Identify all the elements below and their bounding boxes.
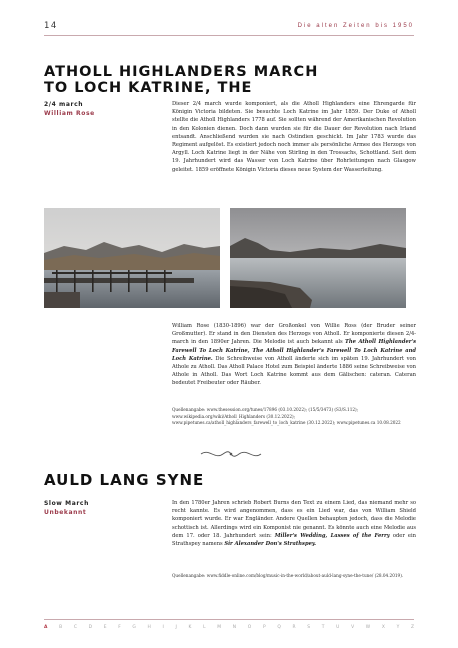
tune-title-atholl	[44, 64, 414, 96]
alphabet-letter-j[interactable]: J	[175, 625, 177, 630]
alphabet-letter-y[interactable]: Y	[396, 625, 400, 630]
alphabet-letter-r[interactable]: R	[292, 625, 296, 630]
tune-title-auld-lang-syne: AULD LANG SYNE	[44, 471, 205, 489]
loch-katrine-shore-photo	[230, 208, 406, 308]
tune-type: Slow March	[44, 500, 89, 507]
alphabet-letter-b[interactable]: B	[59, 625, 63, 630]
tune-meta-atholl	[44, 100, 164, 118]
atholl-sources: Quellenangabe: www.thesession.org/tunes/17896 (03.10.2022); (15/5/3473) (S3/S.112); www.wikipedia.org/wiki/Atholl_Highlanders (30.12.2022); www.pipetunes.ca/atholl_highlanders_farewell_to_loch_katrine (30.12.2022); www.pipetunes.ca 10.08.2022	[172, 407, 401, 426]
page-header	[44, 20, 414, 32]
auld-lang-syne-sources: Quellenangabe: www.fiddle-online.com/blog/music-in-the-world/about-auld-lang-syne-the-tune/ (28.04.2019).	[172, 573, 404, 578]
tune-composer: William Rose	[44, 110, 95, 117]
related-tune-names: Miller's Wedding, Lasses of the Ferry	[274, 532, 390, 539]
alphabet-letter-p[interactable]: P	[262, 625, 266, 630]
paragraph-text: William Rose (1830-1896) war der Großonkel von Willie Ross (der Bruder seiner Großmutter). Er stand in den Diensten des Herzogs von Atholl. Er komponierte diesen 2/4-march in den 1890er Jahren. Die Melodie ist auch bekannt als	[172, 323, 416, 346]
paragraph-text: oder ein Strathspey namens	[172, 532, 416, 548]
alphabet-letter-u[interactable]: U	[336, 625, 340, 630]
title-line-1: ATHOLL HIGHLANDERS MARCH	[44, 64, 319, 80]
alphabet-letter-n[interactable]: N	[232, 625, 237, 630]
header-rule	[44, 35, 414, 36]
alphabet-letter-l[interactable]: L	[203, 625, 206, 630]
alphabet-letter-q[interactable]: Q	[277, 625, 281, 630]
alphabet-letter-w[interactable]: W	[365, 625, 371, 630]
tune-type: 2/4 march	[44, 101, 84, 108]
alternate-tune-names: The Atholl Highlander's Farewell To Loch Katrine, The Atholl Highlander's Farewell To Loch Katrine and Loch Katrine.	[172, 339, 416, 362]
alphabet-letter-o[interactable]: O	[247, 625, 252, 630]
alphabet-letter-s[interactable]: S	[307, 625, 311, 630]
page-number: 14	[44, 21, 58, 31]
alphabet-letter-t[interactable]: T	[321, 625, 325, 630]
alphabet-letter-v[interactable]: V	[351, 625, 355, 630]
running-head: Die alten Zeiten bis 1950	[297, 23, 414, 29]
paragraph-text: Die Schreibweise von Atholl änderte sich im späten 19. Jahrhundert von Athole zu Atholl. Das Atholl Palace Hotel zum Beispiel änderte 1886 seine Schreibweise von Athole in Atholl. Das Wort Loch Katrine kommt aus dem Gälischen: cateran. Cateran bedeutet Freibeuter oder Räuber.	[172, 355, 417, 387]
alphabet-letter-x[interactable]: X	[381, 625, 385, 630]
alphabet-letter-c[interactable]: C	[73, 625, 77, 630]
paragraph-text: In den 1780er Jahren schrieb Robert Burns den Text zu einem Lied, das niemand mehr so recht kannte. Es wird angenommen, dass es ein Lied war, das von William Shield komponiert wurde. Er war Engländer. Andere Quellen behaupten jedoch, dass die Melodie schottisch ist. Allerdings wird ein Komponist nie genannt. Es könnte auch eine Melodie aus dem 17. oder 18. Jahrhundert sein:	[172, 500, 416, 539]
footer-rule	[44, 619, 414, 620]
alphabet-letter-z[interactable]: Z	[410, 625, 414, 630]
auld-lang-syne-paragraph	[172, 499, 416, 548]
alphabet-letter-i[interactable]: I	[162, 625, 164, 630]
title-line-2: TO LOCH KATRINE, THE	[44, 80, 253, 96]
alphabet-index	[44, 625, 414, 630]
alphabet-letter-g[interactable]: G	[132, 625, 136, 630]
ornament-divider	[199, 446, 263, 460]
alphabet-letter-f[interactable]: F	[118, 625, 121, 630]
related-tune-name: Sir Alexander Don's Strathspey.	[224, 541, 317, 548]
alphabet-letter-e[interactable]: E	[103, 625, 107, 630]
atholl-paragraph-1: Dieser 2/4 march wurde komponiert, als die Atholl Highlanders eine Ehrengarde für Königin Victoria bildeten. Sie besuchte Loch Katrine im Jahr 1859. Der Duke of Atholl stellte die Atholl Highlanders 1778 auf. Sie sollten während der Amerikanischen Revolution in den Kolonien dienen. Doch dann wurden sie für die Dauer der Revolution nach Irland entsandt. Anschließend wurden sie nach Ostindien geschickt. Im Jahr 1783 wurde das Regiment aufgelöst. Es existiert jedoch noch immer als persönliche Armee des Herzogs von Argyll. Loch Katrine liegt in der Nähe von Stirling in den Trossachs, Schottland. Seit dem 19. Jahrhundert wird das Wasser von Loch Katrine über Rohrleitungen nach Glasgow geleitet. 1859 eröffnete Königin Victoria dieses neue System der Wasserleitung.	[172, 101, 416, 173]
tune-meta-auld-lang-syne	[44, 499, 164, 517]
tune-composer: Unbekannt	[44, 509, 87, 516]
alphabet-letter-k[interactable]: K	[188, 625, 192, 630]
alphabet-letter-h[interactable]: H	[147, 625, 151, 630]
alphabet-letter-d[interactable]: D	[88, 625, 92, 630]
alphabet-letter-a[interactable]: A	[44, 625, 48, 630]
alphabet-letter-m[interactable]: M	[217, 625, 222, 630]
pier-on-loch-katrine-photo	[44, 208, 220, 308]
atholl-paragraph-2	[172, 322, 416, 388]
